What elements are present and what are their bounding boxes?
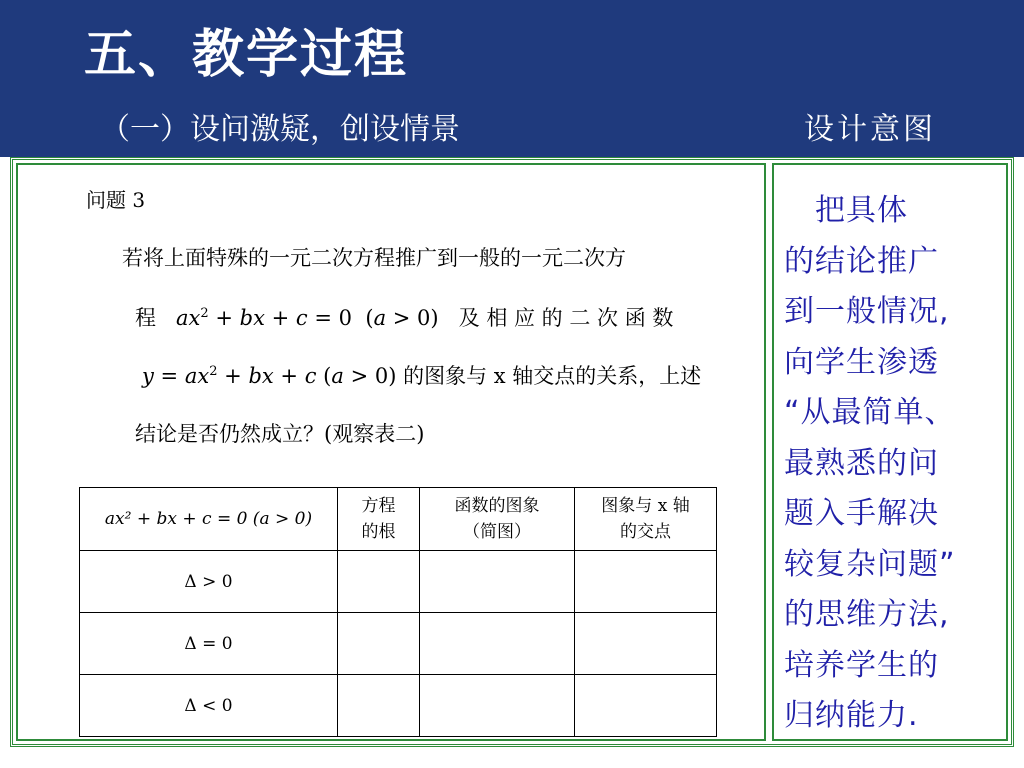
equation-general: $ax^2$ + bx + c = 0 (a > 0) <box>162 306 439 330</box>
quadratic-function: $y = ax^2$ + bx + c (a > 0) <box>142 364 397 388</box>
header-graph-line-1: 函数的图象 <box>454 496 540 516</box>
intent-line: “从最简单、 <box>784 395 956 430</box>
slide-title: 五、教学过程 <box>84 25 409 85</box>
observation-table <box>79 487 717 737</box>
row-roots-cell <box>338 675 420 737</box>
problem-line-2-prefix: 程 <box>135 306 156 330</box>
design-intent-heading: 设计意图 <box>804 112 936 147</box>
row-condition: Δ < 0 <box>80 675 338 737</box>
table-row <box>80 613 717 675</box>
problem-line-3-suffix: 的图象与 x 轴交点的关系，上述 <box>403 364 702 388</box>
row-condition: Δ > 0 <box>80 551 338 613</box>
row-graph-cell <box>420 675 575 737</box>
header-graph-line-2: （简图） <box>463 522 531 542</box>
intent-line: 向学生渗透 <box>784 344 939 380</box>
table-row <box>80 675 717 737</box>
header-intersections-line-2: 的交点 <box>620 522 671 542</box>
table-header-row <box>80 488 717 551</box>
intent-line: 到一般情况, <box>784 294 950 329</box>
table-header-graph <box>420 488 575 551</box>
intent-line: 的结论推广 <box>784 243 939 279</box>
intent-line: 较复杂问题” <box>784 546 956 582</box>
table-row <box>80 551 717 613</box>
intent-line: 的思维方法, <box>784 597 950 632</box>
intent-line: 归纳能力. <box>784 698 919 733</box>
table-header-equation: ax² + bx + c = 0 (a > 0) <box>80 488 338 551</box>
problem-line-1: 若将上面特殊的一元二次方程推广到一般的一元二次方 <box>122 246 626 270</box>
table-header-roots <box>338 488 420 551</box>
slide-header <box>0 0 1024 157</box>
row-intersections-cell <box>575 551 717 613</box>
problem-title: 问题 3 <box>86 188 146 212</box>
intent-line: 培养学生的 <box>784 647 939 683</box>
problem-line-3 <box>142 360 701 390</box>
intent-line: 最熟悉的问 <box>784 445 939 481</box>
row-roots-cell <box>338 613 420 675</box>
section-subtitle: （一）设问激疑，创设情景 <box>100 112 460 147</box>
intent-line: 题入手解决 <box>784 496 939 531</box>
row-graph-cell <box>420 613 575 675</box>
design-intent-text <box>784 186 1012 742</box>
table-header-intersections <box>575 488 717 551</box>
problem-line-2 <box>135 302 673 332</box>
row-intersections-cell <box>575 675 717 737</box>
row-intersections-cell <box>575 613 717 675</box>
intent-line: 把具体 <box>784 193 908 228</box>
problem-line-2-suffix: 及 相 应 的 二 次 函 数 <box>458 306 674 330</box>
row-roots-cell <box>338 551 420 613</box>
row-condition: Δ = 0 <box>80 613 338 675</box>
header-intersections-line-1: 图象与 x 轴 <box>601 496 690 516</box>
problem-line-4: 结论是否仍然成立？(观察表二) <box>135 422 425 446</box>
header-roots-line-2: 的根 <box>361 522 396 542</box>
row-graph-cell <box>420 551 575 613</box>
header-roots-line-1: 方程 <box>361 496 396 516</box>
